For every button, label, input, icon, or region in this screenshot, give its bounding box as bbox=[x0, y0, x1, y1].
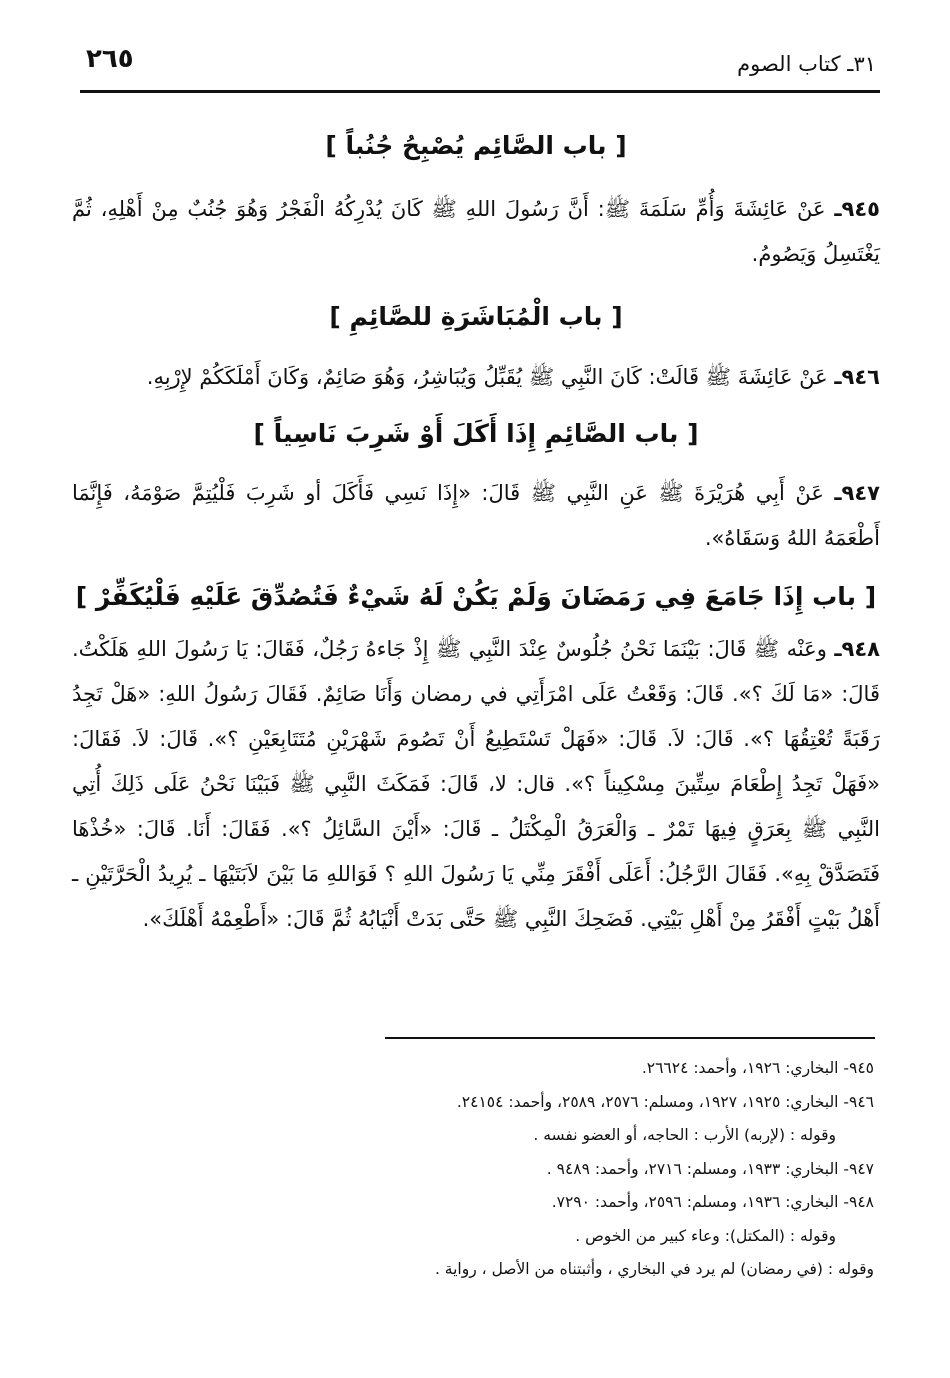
page-number: ٢٦٥ bbox=[86, 44, 134, 74]
footnote: ٩٤٥- البخاري: ١٩٢٦، وأحمد: ٢٦٦٢٤. bbox=[641, 1059, 874, 1077]
hadith-text: عَنْ عَائِشَةَ وَأُمِّ سَلَمَةَ ﷺ: أَنَّ رَسُولَ اللهِ ﷺ كَانَ يُدْرِكُهُ الْفَجْرُ وَهُوَ جُنُبٌ مِنْ أَهْلِهِ، ثُمَّ يَغْتَسِلُ وَيَصُومُ. bbox=[72, 196, 880, 266]
hadith-number: ٩٤٥ـ bbox=[834, 196, 880, 221]
main-text bbox=[72, 130, 880, 942]
chapter-heading: [ باب الْمُبَاشَرَةِ للصَّائِمِ ] bbox=[329, 301, 623, 331]
running-header bbox=[80, 40, 880, 93]
footnote-divider bbox=[385, 1037, 875, 1039]
hadith-number: ٩٤٨ـ bbox=[834, 637, 880, 661]
hadith-paragraph bbox=[72, 471, 880, 561]
hadith-text: عَنْ أَبِي هُرَيْرَةَ ﷺ عَنِ النَّبِي ﷺ قَالَ: «إِذَا نَسِي فَأَكَلَ أو شَرِبَ فَلْيُتِمَّ صَوْمَهُ، فَإِنَّمَا أَطْعَمَهُ اللهُ وَسَقَاهُ». bbox=[72, 480, 880, 550]
hadith-text: عَنْ عَائِشَةَ ﷺ قَالَتْ: كَانَ النَّبِي ﷺ يُقَبِّلُ وَيُبَاشِرُ، وَهُوَ صَائِمٌ، وَكَانَ أَمْلَكَكُمْ لإِرْبِهِ. bbox=[146, 365, 828, 389]
hadith-text: وعَنْه ﷺ قَالَ: بَيْنَمَا نَحْنُ جُلُوسٌ عِنْدَ النَّبِي ﷺ إِذْ جَاءهُ رَجُلٌ، فَقَالَ: يَا رَسُولَ اللهِ هَلَكْتُ. قَالَ: «مَا لَكَ ؟». قَالَ: وَقَعْتُ عَلَى امْرَأَتِي في رمضان وَأَنَا صَائِمٌ. فَقَالَ رَسُولُ اللهِ: «هَلْ تَجِدُ رَقَبَةً تُعْتِقُهَا ؟». قَالَ: لاَ. قَالَ: «فَهَلْ تَسْتَطِيعُ أَنْ تَصُومَ شَهْرَيْنِ مُتَتَابِعَيْنِ ؟». قَالَ: لاَ. فَقَالَ: «فَهَلْ تَجِدُ إِطْعَامَ سِتِّينَ مِسْكِيناً ؟». قال: لا، قَالَ: فَمَكَثَ النَّبِي ﷺ فَبَيْنَا نَحْنُ عَلَى ذَلِكَ أُتِي النَّبِي ﷺ بِعَرَقٍ فِيهَا تَمْرٌ ـ وَالْعَرَقُ الْمِكْتَلُ ـ قَالَ: «أَيْنَ السَّائِلُ ؟». فَقَالَ: أَنَا. قَالَ: «خُذْهَا فَتَصَدَّقْ بِهِ». فَقَالَ الرَّجُلُ: أَعَلَى أَفْقَرَ مِنِّي يَا رَسُولَ اللهِ ؟ فَوَاللهِ مَا بَيْنَ لاَبَتَيْهَا ـ يُرِيدُ الْحَرَّتَيْنِ ـ أَهْلُ بَيْتٍ أَفْقَرُ مِنْ أَهْلِ بَيْتِي. فَضَحِكَ النَّبِي ﷺ حَتَّى بَدَتْ أَنْيَابُهُ ثُمَّ قَالَ: «أَطْعِمْهُ أَهْلَكَ». bbox=[72, 637, 880, 931]
hadith-number: ٩٤٧ـ bbox=[834, 480, 880, 505]
hadith-paragraph bbox=[72, 187, 880, 277]
footnote: ٩٤٦- البخاري: ١٩٢٥، ١٩٢٧، ومسلم: ٢٥٧٦، ٢٥٨٩، وأحمد: ٢٤١٥٤. bbox=[456, 1092, 874, 1111]
footnote-gloss: وقوله : (لإربه) الأرب : الحاجه، أو العضو نفسه . bbox=[533, 1126, 836, 1144]
book-title: ٣١ـ كتاب الصوم bbox=[737, 52, 876, 76]
footnote: ٩٤٨- البخاري: ١٩٣٦، ومسلم: ٢٥٩٦، وأحمد: ٧٢٩٠. bbox=[551, 1193, 874, 1211]
chapter-heading: [ باب الصَّائِمِ إِذَا أَكَلَ أَوْ شَرِبَ نَاسِياً ] bbox=[253, 419, 699, 448]
chapter-heading: [ باب الصَّائِم يُصْبِحُ جُنُباً ] bbox=[325, 131, 627, 160]
hadith-number: ٩٤٦ـ bbox=[834, 365, 880, 389]
hadith-paragraph bbox=[72, 355, 880, 400]
chapter-heading: [ باب إِذَا جَامَعَ فِي رَمَضَانَ وَلَمْ يَكُنْ لَهُ شَيْءٌ فَتُصُدِّقَ عَلَيْهِ فَلْيُكَفِّرْ ] bbox=[75, 581, 877, 611]
footnote-gloss: وقوله : (في رمضان) لم يرد في البخاري ، وأثبتناه من الأصل ، رواية . bbox=[434, 1260, 874, 1278]
footnote-gloss: وقوله : (المكتل): وعاء كبير من الخوص . bbox=[575, 1226, 836, 1245]
footnote: ٩٤٧- البخاري: ١٩٣٣، ومسلم: ٢٧١٦، وأحمد: ٩٤٨٩ . bbox=[546, 1159, 874, 1178]
footnotes bbox=[300, 1052, 874, 1287]
hadith-paragraph bbox=[72, 627, 880, 942]
